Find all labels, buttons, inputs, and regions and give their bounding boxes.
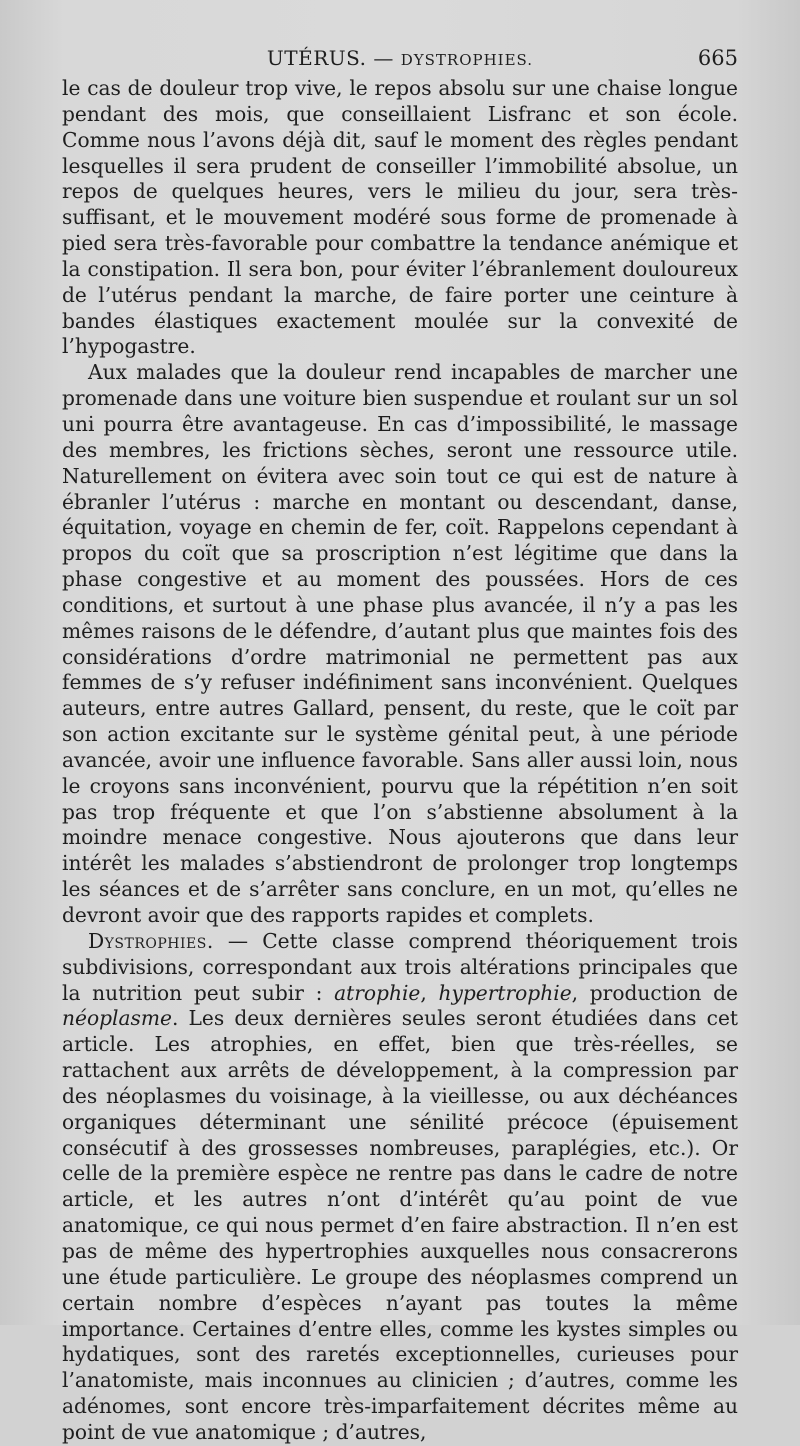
paragraph-3-comma: , xyxy=(420,980,439,1005)
title-separator: — xyxy=(366,46,401,70)
paragraph-3-text-a: — Cette classe comprend théoriquement trois subdivisions, correspondant aux trois altérations principales que la nutrition peut subir : xyxy=(62,928,738,1005)
title-sub: DYSTROPHIES. xyxy=(400,51,534,69)
running-title xyxy=(62,46,738,70)
paragraph-3 xyxy=(62,929,738,1446)
paragraph-3-text-b: , production de xyxy=(571,980,738,1005)
term-neoplasme: néoplasme xyxy=(62,1006,172,1031)
page-number: 665 xyxy=(697,46,738,70)
paragraph-3-text-rest: . Les deux dernières seules seront étudiées dans cet article. Les atrophies, en effet, bien que très-réelles, se rattachent aux arrêts de développement, à la compression par des néoplasmes du voisinage, à la vieillesse, ou aux déchéances organiques déterminant une sénilité précoce (épuisement consécutif à des grossesses nombreuses, paraplégies, etc.). Or celle de la première espèce ne rentre pas dans le cadre de notre article, et les autres n’ont d’intérêt qu’au point de vue anatomique, ce qui nous permet d’en faire abstraction. Il n’en est pas de même des hypertrophies auxquelles nous consacrerons une étude particulière. Le groupe des néoplasmes comprend un certain nombre d’espèces n’ayant pas toutes la même importance. Certaines d’entre elles, comme les kystes simples ou hydatiques, sont des raretés exceptionnelles, curieuses pour l’anatomiste, mais inconnues au clinicien ; d’autres, comme les adénomes, sont encore très-imparfaitement décrites même au point de vue anatomique ; d’autres, xyxy=(62,1006,738,1444)
paragraph-2: Aux malades que la douleur rend incapables de marcher une promenade dans une voiture bien suspendue et roulant sur un sol uni pourra être avantageuse. En cas d’impossibilité, le massage des membres, les frictions sèches, seront une ressource utile. Naturellement on évitera avec soin tout ce qui est de nature à ébranler l’utérus : marche en montant ou descendant, danse, équitation, voyage en chemin de fer, coït. Rappelons cependant à propos du coït que sa proscription n’est légitime que dans la phase congestive et au moment des poussées. Hors de ces conditions, et surtout à une phase plus avancée, il n’y a pas les mêmes raisons de le défendre, d’autant plus que maintes fois des considérations d’ordre matrimonial ne permettent pas aux femmes de s’y refuser indéfiniment sans inconvénient. Quelques auteurs, entre autres Gallard, pensent, du reste, que le coït par son action excitante sur le système génital peut, à une période avancée, avoir une influence favorable. Sans aller aussi loin, nous le croyons sans inconvénient, pourvu que la répétition n’en soit pas trop fréquente et que l’on s’abstienne absolument à la moindre menace congestive. Nous ajouterons que dans leur intérêt les malades s’abstiendront de prolonger trop longtemps les séances et de s’arrêter sans conclure, en un mot, qu’elles ne devront avoir que des rapports rapides et complets. xyxy=(62,360,738,927)
body-text xyxy=(62,76,738,1446)
term-hypertrophie: hypertrophie xyxy=(438,980,572,1005)
section-heading-dystrophies: Dystrophies. xyxy=(88,928,214,953)
title-main: UTÉRUS. xyxy=(266,46,367,70)
paragraph-1: le cas de douleur trop vive, le repos absolu sur une chaise longue pendant des mois, que conseillaient Lisfranc et son école. Comme nous l’avons déjà dit, sauf le moment des règles pendant lesquelles il sera prudent de conseiller l’immobilité absolue, un repos de quelques heures, vers le milieu du jour, sera très-suffisant, et le mouvement modéré sous forme de promenade à pied sera très-favorable pour combattre la tendance anémique et la constipation. Il sera bon, pour éviter l’ébranlement douloureux de l’utérus pendant la marche, de faire porter une ceinture à bandes élastiques exactement moulée sur la convexité de l’hypogastre. xyxy=(62,76,738,359)
term-atrophie: atrophie xyxy=(334,980,421,1005)
running-header xyxy=(62,42,738,76)
